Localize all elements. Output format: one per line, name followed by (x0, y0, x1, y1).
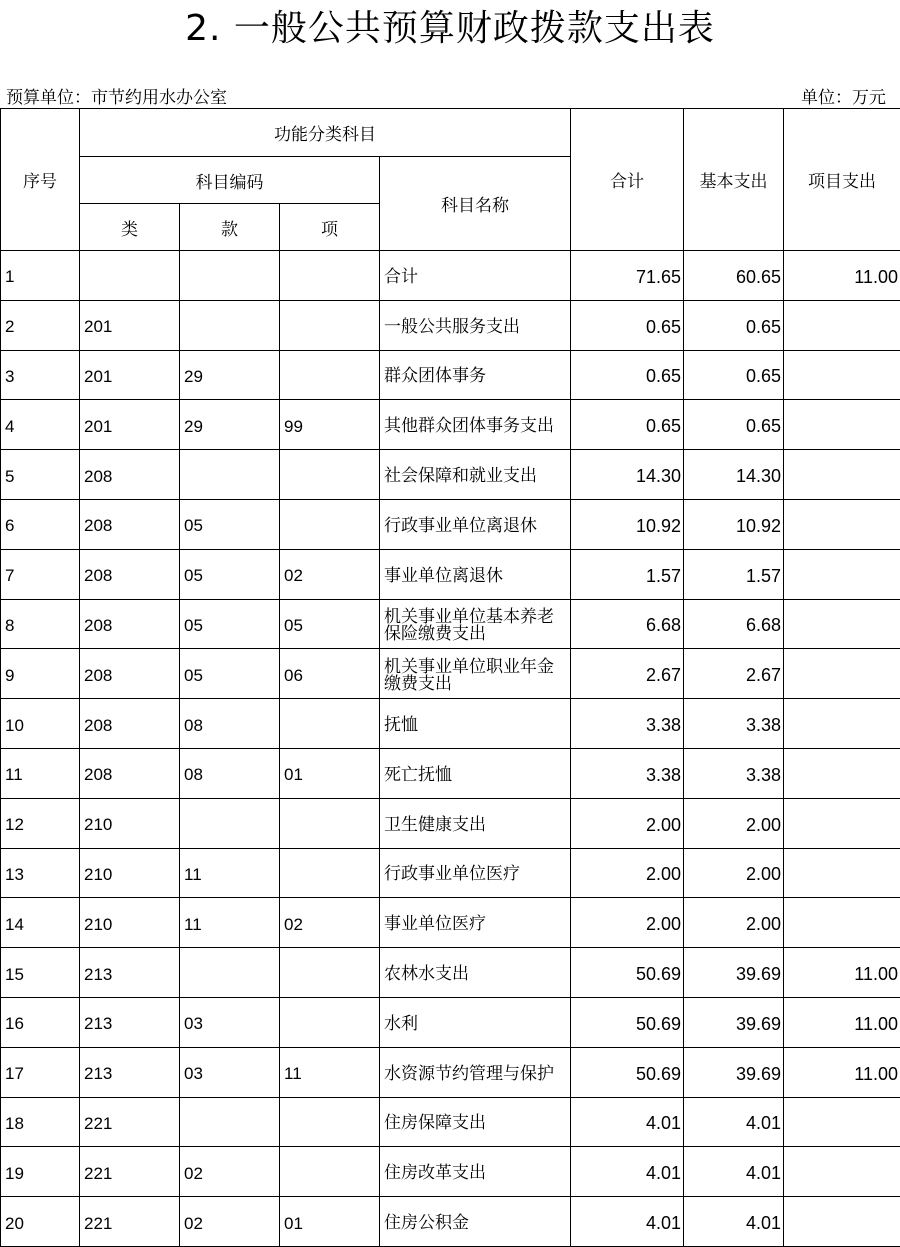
cell-total: 10.92 (571, 499, 684, 549)
cell-project (784, 549, 900, 599)
cell-name: 其他群众团体事务支出 (380, 400, 571, 450)
cell-total: 3.38 (571, 699, 684, 749)
cell-total: 14.30 (571, 450, 684, 500)
cell-total: 2.00 (571, 898, 684, 948)
table-row (1, 1047, 900, 1097)
table-row (1, 350, 900, 400)
cell-project (784, 300, 900, 350)
table-row (1, 400, 900, 450)
cell-lei: 201 (80, 400, 180, 450)
cell-kuan: 05 (180, 649, 280, 699)
cell-basic: 0.65 (684, 300, 784, 350)
cell-xiang: 02 (280, 898, 380, 948)
cell-basic: 4.01 (684, 1147, 784, 1197)
cell-basic: 39.69 (684, 997, 784, 1047)
cell-xiang (280, 251, 380, 301)
cell-basic: 10.92 (684, 499, 784, 549)
cell-xiang (280, 499, 380, 549)
cell-name: 一般公共服务支出 (380, 300, 571, 350)
cell-project (784, 1147, 900, 1197)
cell-project (784, 798, 900, 848)
cell-basic: 14.30 (684, 450, 784, 500)
cell-name: 抚恤 (380, 699, 571, 749)
cell-total: 4.01 (571, 1147, 684, 1197)
cell-kuan: 29 (180, 400, 280, 450)
table-row (1, 948, 900, 998)
cell-basic: 6.68 (684, 599, 784, 649)
cell-kuan (180, 300, 280, 350)
cell-xiang (280, 848, 380, 898)
cell-basic: 4.01 (684, 1197, 784, 1247)
cell-xiang (280, 300, 380, 350)
cell-kuan: 11 (180, 848, 280, 898)
cell-project (784, 450, 900, 500)
cell-lei: 208 (80, 599, 180, 649)
cell-lei: 208 (80, 499, 180, 549)
table-row (1, 997, 900, 1047)
cell-xiang: 05 (280, 599, 380, 649)
cell-name: 机关事业单位基本养老保险缴费支出 (380, 599, 571, 649)
cell-total: 2.00 (571, 798, 684, 848)
cell-kuan (180, 450, 280, 500)
cell-lei: 201 (80, 300, 180, 350)
expenditure-table (0, 108, 900, 1247)
cell-basic: 1.57 (684, 549, 784, 599)
cell-total: 6.68 (571, 599, 684, 649)
cell-name: 水利 (380, 997, 571, 1047)
cell-basic: 39.69 (684, 1047, 784, 1097)
cell-xiang (280, 1097, 380, 1147)
cell-seq: 2 (1, 300, 80, 350)
table-row (1, 549, 900, 599)
cell-name: 事业单位离退休 (380, 549, 571, 599)
cell-xiang (280, 699, 380, 749)
cell-total: 3.38 (571, 748, 684, 798)
cell-total: 4.01 (571, 1097, 684, 1147)
cell-basic: 39.69 (684, 948, 784, 998)
cell-xiang: 01 (280, 1197, 380, 1247)
cell-lei: 208 (80, 649, 180, 699)
cell-total: 50.69 (571, 997, 684, 1047)
cell-lei: 221 (80, 1097, 180, 1147)
cell-seq: 9 (1, 649, 80, 699)
cell-basic: 3.38 (684, 748, 784, 798)
cell-basic: 0.65 (684, 350, 784, 400)
cell-xiang (280, 948, 380, 998)
cell-kuan: 08 (180, 748, 280, 798)
cell-seq: 5 (1, 450, 80, 500)
table-row (1, 1147, 900, 1197)
cell-lei: 221 (80, 1197, 180, 1247)
cell-project (784, 1197, 900, 1247)
cell-basic: 3.38 (684, 699, 784, 749)
table-row (1, 699, 900, 749)
table-row (1, 1197, 900, 1247)
cell-seq: 17 (1, 1047, 80, 1097)
cell-kuan: 08 (180, 699, 280, 749)
table-row (1, 450, 900, 500)
cell-seq: 6 (1, 499, 80, 549)
table-header (1, 109, 900, 251)
cell-name: 水资源节约管理与保护 (380, 1047, 571, 1097)
cell-seq: 19 (1, 1147, 80, 1197)
cell-name: 农林水支出 (380, 948, 571, 998)
cell-seq: 16 (1, 997, 80, 1047)
cell-lei: 213 (80, 997, 180, 1047)
cell-name: 行政事业单位离退休 (380, 499, 571, 549)
cell-lei: 221 (80, 1147, 180, 1197)
cell-project (784, 350, 900, 400)
table-row (1, 649, 900, 699)
cell-lei: 210 (80, 798, 180, 848)
table-row (1, 898, 900, 948)
table-row (1, 599, 900, 649)
cell-kuan: 29 (180, 350, 280, 400)
header-basic: 基本支出 (684, 109, 784, 251)
cell-seq: 11 (1, 748, 80, 798)
cell-seq: 3 (1, 350, 80, 400)
cell-total: 50.69 (571, 948, 684, 998)
cell-seq: 7 (1, 549, 80, 599)
header-kuan: 款 (180, 204, 280, 251)
cell-xiang: 06 (280, 649, 380, 699)
cell-name: 社会保障和就业支出 (380, 450, 571, 500)
cell-kuan (180, 948, 280, 998)
header-lei: 类 (80, 204, 180, 251)
cell-name: 住房改革支出 (380, 1147, 571, 1197)
header-function-class: 功能分类科目 (80, 109, 571, 157)
cell-name: 事业单位医疗 (380, 898, 571, 948)
cell-kuan: 03 (180, 997, 280, 1047)
cell-project (784, 599, 900, 649)
cell-project (784, 748, 900, 798)
cell-lei: 201 (80, 350, 180, 400)
cell-seq: 18 (1, 1097, 80, 1147)
cell-total: 2.00 (571, 848, 684, 898)
header-code: 科目编码 (80, 157, 380, 204)
cell-xiang (280, 798, 380, 848)
cell-kuan: 05 (180, 499, 280, 549)
header-name: 科目名称 (380, 157, 571, 251)
cell-basic: 2.67 (684, 649, 784, 699)
cell-project (784, 898, 900, 948)
cell-name: 住房公积金 (380, 1197, 571, 1247)
cell-project (784, 400, 900, 450)
table-row (1, 798, 900, 848)
cell-project (784, 848, 900, 898)
table-row (1, 251, 900, 301)
cell-seq: 8 (1, 599, 80, 649)
cell-total: 2.67 (571, 649, 684, 699)
cell-kuan (180, 1097, 280, 1147)
budget-unit-label: 预算单位：市节约用水办公室 (6, 88, 227, 108)
cell-total: 0.65 (571, 300, 684, 350)
page-title: 2. 一般公共预算财政拨款支出表 (185, 8, 715, 49)
cell-total: 71.65 (571, 251, 684, 301)
cell-basic: 60.65 (684, 251, 784, 301)
cell-lei: 208 (80, 699, 180, 749)
cell-name: 合计 (380, 251, 571, 301)
currency-unit-label: 单位：万元 (801, 88, 886, 108)
cell-seq: 12 (1, 798, 80, 848)
cell-lei: 208 (80, 450, 180, 500)
cell-kuan: 11 (180, 898, 280, 948)
cell-total: 50.69 (571, 1047, 684, 1097)
cell-kuan: 05 (180, 549, 280, 599)
cell-total: 0.65 (571, 400, 684, 450)
cell-project (784, 699, 900, 749)
cell-project: 11.00 (784, 251, 900, 301)
cell-project (784, 1097, 900, 1147)
cell-lei: 213 (80, 1047, 180, 1097)
table-body (1, 251, 900, 1247)
cell-xiang: 02 (280, 549, 380, 599)
cell-basic: 4.01 (684, 1097, 784, 1147)
cell-xiang: 01 (280, 748, 380, 798)
cell-seq: 10 (1, 699, 80, 749)
cell-xiang (280, 450, 380, 500)
table-row (1, 1097, 900, 1147)
cell-kuan (180, 251, 280, 301)
cell-xiang (280, 1147, 380, 1197)
cell-basic: 0.65 (684, 400, 784, 450)
table-row (1, 300, 900, 350)
cell-project: 11.00 (784, 997, 900, 1047)
table-row (1, 499, 900, 549)
cell-kuan (180, 798, 280, 848)
cell-seq: 14 (1, 898, 80, 948)
table-row (1, 848, 900, 898)
cell-project (784, 499, 900, 549)
cell-seq: 1 (1, 251, 80, 301)
cell-project (784, 649, 900, 699)
cell-name: 住房保障支出 (380, 1097, 571, 1147)
cell-kuan: 03 (180, 1047, 280, 1097)
cell-seq: 15 (1, 948, 80, 998)
cell-lei (80, 251, 180, 301)
cell-project: 11.00 (784, 1047, 900, 1097)
cell-seq: 13 (1, 848, 80, 898)
cell-xiang (280, 350, 380, 400)
header-xiang: 项 (280, 204, 380, 251)
cell-name: 死亡抚恤 (380, 748, 571, 798)
cell-name: 卫生健康支出 (380, 798, 571, 848)
cell-basic: 2.00 (684, 848, 784, 898)
header-total: 合计 (571, 109, 684, 251)
cell-seq: 4 (1, 400, 80, 450)
cell-lei: 208 (80, 549, 180, 599)
cell-total: 1.57 (571, 549, 684, 599)
cell-xiang: 99 (280, 400, 380, 450)
table-row (1, 748, 900, 798)
header-project: 项目支出 (784, 109, 900, 251)
cell-xiang: 11 (280, 1047, 380, 1097)
cell-seq: 20 (1, 1197, 80, 1247)
cell-name: 机关事业单位职业年金缴费支出 (380, 649, 571, 699)
cell-lei: 208 (80, 748, 180, 798)
cell-name: 行政事业单位医疗 (380, 848, 571, 898)
cell-kuan: 02 (180, 1147, 280, 1197)
cell-name: 群众团体事务 (380, 350, 571, 400)
cell-lei: 210 (80, 848, 180, 898)
cell-lei: 210 (80, 898, 180, 948)
cell-total: 4.01 (571, 1197, 684, 1247)
cell-lei: 213 (80, 948, 180, 998)
cell-basic: 2.00 (684, 898, 784, 948)
cell-total: 0.65 (571, 350, 684, 400)
cell-kuan: 05 (180, 599, 280, 649)
cell-xiang (280, 997, 380, 1047)
cell-basic: 2.00 (684, 798, 784, 848)
header-seq: 序号 (1, 109, 80, 251)
cell-kuan: 02 (180, 1197, 280, 1247)
cell-project: 11.00 (784, 948, 900, 998)
